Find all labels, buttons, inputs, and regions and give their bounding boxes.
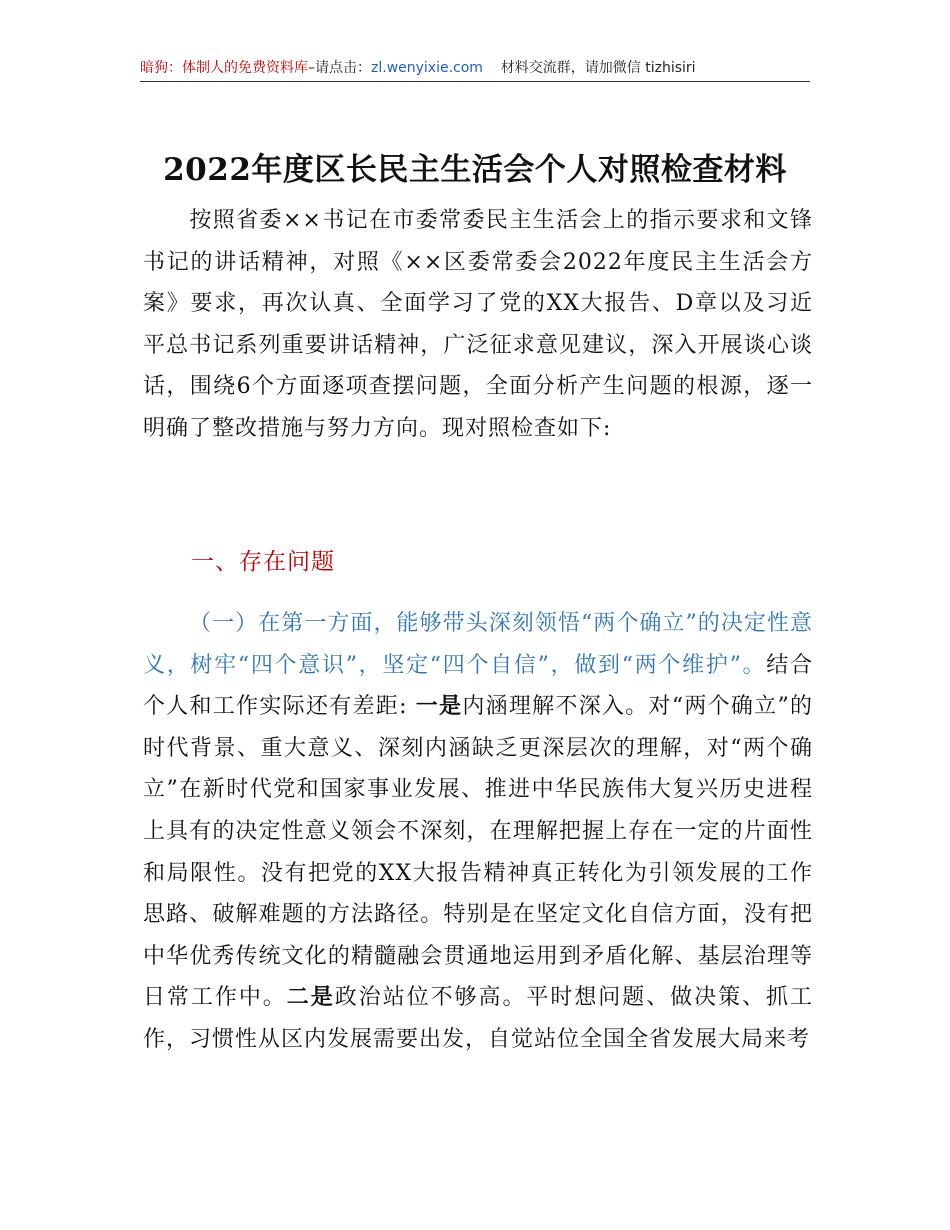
subsection-heading: （一）在第一方面，能够带头深刻领悟“两个确立”的决定性意义，树牢“四个意识”，坚定“四个自信”，做到“两个维护”。 <box>143 611 813 678</box>
point2-label: 二是 <box>286 984 335 1011</box>
header-brand: 暗狗：体制人的免费资料库 <box>140 60 308 76</box>
intro-paragraph <box>143 200 813 450</box>
body-text-part1: 结合个人和工作实际还有差距: <box>143 652 813 720</box>
header-divider <box>140 81 810 82</box>
intro-text: 按照省委××书记在市委常委民主生活会上的指示要求和文锋书记的讲话精神，对照《××区委常委会2022年度民主生活会方案》要求，再次认真、全面学习了党的XX大报告、D章以及习近平总书记系列重要讲话精神，广泛征求意见建议，深入开展谈心谈话，围绕6个方面逐项查摆问题，全面分析产生问题的根源，逐一明确了整改措施与努力方向。现对照检查如下: <box>143 208 813 441</box>
header-group-text: 材料交流群，请加微信 tizhisiri <box>500 60 696 76</box>
header-url-link[interactable]: zl.wenyixie.com <box>371 60 483 76</box>
subsection-paragraph <box>143 603 813 1061</box>
header-click-prompt: –请点击： <box>308 60 371 76</box>
section-heading: 一、存在问题 <box>191 549 335 575</box>
page-header <box>140 58 810 78</box>
point1-label: 一是 <box>415 693 463 720</box>
point1-text: 内涵理解不深入。对“两个确立”的时代背景、重大意义、深刻内涵缺乏更深层次的理解，对“两个确立”在新时代党和国家事业发展、推进中华民族伟大复兴历史进程上具有的决定性意义领会不深刻，在理解把握上存在一定的片面性和局限性。没有把党的XX大报告精神真正转化为引领发展的工作思路、破解难题的方法路径。特别是在坚定文化自信方面，没有把中华优秀传统文化的精髓融会贯通地运用到矛盾化解、基层治理等日常工作中。 <box>143 694 813 1011</box>
point2-text: 政治站位不够高。平时想问题、做决策、抓工作，习惯性从区内发展需要出发，自觉站位全国全省发展大局来考 <box>143 985 813 1052</box>
document-title: 2022年度区长民主生活会个人对照检查材料 <box>163 152 787 188</box>
